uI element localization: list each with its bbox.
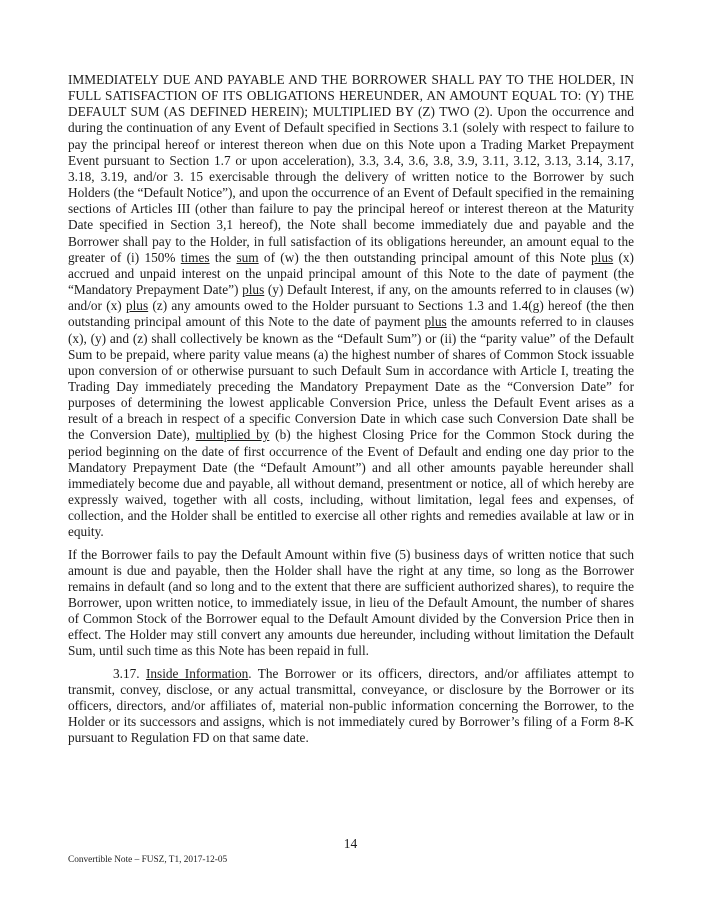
text-run: (y) Default Interest, if any, on the amounts referred to in clauses (w) and/or (x) [68,282,634,314]
paragraph [68,547,634,660]
text-run: the amounts referred to in clauses (x), (y) and (z) shall collectively be known as the “Default Sum”) or (ii) the “parity value” of the Default Sum to be prepaid, where parity value means (a) the highest number of shares of Common Stock issuable upon conversion of or otherwise pursuant to such Default Sum in accordance with Article I, treating the Trading Day immediately preceding the Mandatory Prepayment Date as the “Conversion Date” for purposes of determining the lowest applicable Conversion Price, unless the Default Event arises as a result of a breach in respect of a specific Conversion Date in which case such Conversion Date shall be the Conversion Date), [68,314,634,443]
footer-note: Convertible Note – FUSZ, T1, 2017-12-05 [68,855,228,865]
text-run: . The Borrower or its officers, directors, and/or affiliates attempt to transmit, convey, disclose, or any actual transmittal, conveyance, or disclosure by the Borrower or its officers, directors, and/or affiliates of, material non-public information concerning the Borrower, to the Holder or its successors and assigns, which is not immediately cured by Borrower’s filing of a Form 8-K pursuant to Regulation FD on that same date. [68,665,634,746]
text-run: of (w) the then outstanding principal amount of this Note [258,249,591,265]
text-run: 3.17. [113,665,146,681]
paragraph [68,72,634,541]
text-run: (x) accrued and unpaid interest on the unpaid principal amount of this Note to the date of payment (the “Mandatory Prepayment Date”) [68,249,634,298]
document-body [68,72,634,752]
underlined-text-run: Inside Information [145,665,249,681]
underlined-text-run: plus [424,314,447,330]
text-run: If the Borrower fails to pay the Default Amount within five (5) business days of written notice that such amount is due and payable, then the Holder shall have the right at any time, so long as the Borrower remains in default (and so long and to the extent that there are sufficient authorized shares), to require the Borrower, upon written notice, to immediately issue, in lieu of the Default Amount, the number of shares of Common Stock of the Borrower equal to the Default Amount divided by the Conversion Price then in effect. The Holder may still convert any amounts due hereunder, including without limitation the Default Sum, until such time as this Note has been repaid in full. [68,546,634,659]
underlined-text-run: sum [236,249,259,265]
page-number: 14 [343,836,358,851]
text-run: the [209,249,237,265]
underlined-text-run: plus [125,298,149,314]
text-run: (z) any amounts owed to the Holder pursuant to Sections 1.3 and 1.4(g) hereof (the then outstanding principal amount of this Note to the date of payment [68,298,634,330]
paragraph [68,666,634,747]
underlined-text-run: plus [590,249,614,265]
underlined-text-run: plus [242,282,265,298]
text-run: IMMEDIATELY DUE AND PAYABLE AND THE BORROWER SHALL PAY TO THE HOLDER, IN FULL SATISFACTION OF ITS OBLIGATIONS HEREUNDER, AN AMOUNT EQUAL TO: (Y) THE DEFAULT SUM (AS DEFINED HEREIN); MULTIPLIED BY (Z) TWO (2). Upon the occurrence and during the continuation of any Event of Default specified in Sections 3.1 (solely with respect to failure to pay the principal hereof or interest thereon when due on this Note upon a Trading Market Prepayment Event pursuant to Section 1.7 or upon acceleration), 3.3, 3.4, 3.6, 3.8, 3.9, 3.11, 3.12, 3.13, 3.14, 3.17, 3.18, 3.19, and/or 3. 15 exercisable through the delivery of written notice to the Borrower by such Holders (the “Default Notice”), and upon the occurrence of an Event of Default specified in the remaining sections of Articles III (other than failure to pay the principal hereof or interest thereon at the Maturity Date specified in Section 3,1 hereof), the Note shall become immediately due and payable and the Borrower shall pay to the Holder, in full satisfaction of its obligations hereunder, an amount equal to the greater of (i) 150% [68,72,634,265]
underlined-text-run: multiplied by [195,427,270,443]
underlined-text-run: times [180,249,210,265]
text-run: (b) the highest Closing Price for the Common Stock during the period beginning on the date of first occurrence of the Event of Default and ending one day prior to the Mandatory Prepayment Date (the “Default Amount”) and all other amounts payable hereunder shall immediately become due and payable, all without demand, presentment or notice, all of which hereby are expressly waived, together with all costs, including, without limitation, legal fees and expenses, of collection, and the Holder shall be entitled to exercise all other rights and remedies available at law or in equity. [68,427,634,540]
